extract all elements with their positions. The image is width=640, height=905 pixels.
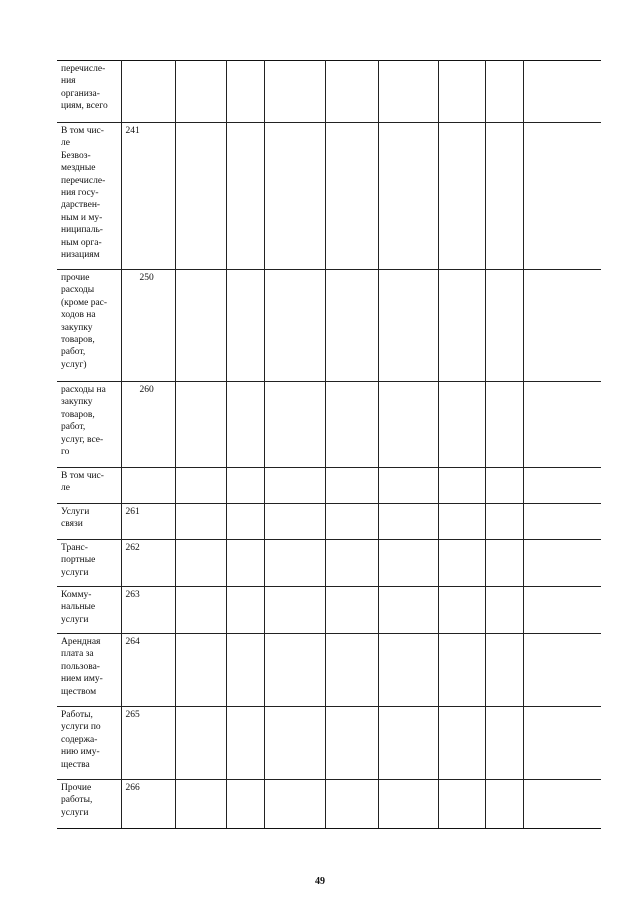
row-label: Услуги связи: [61, 507, 90, 530]
row-label: Транс- портные услуги: [61, 543, 96, 578]
table-row: [57, 270, 601, 382]
empty-cell: [523, 780, 601, 829]
empty-cell: [226, 382, 264, 468]
row-label-cell: [57, 634, 121, 707]
empty-cell: [485, 382, 523, 468]
row-label: расходы на закупку товаров, работ, услуг, все- го: [61, 385, 106, 458]
row-code: 241: [125, 126, 140, 136]
empty-cell: [264, 382, 325, 468]
empty-cell: [523, 468, 601, 504]
empty-cell: [325, 382, 378, 468]
row-code: 250: [139, 273, 154, 283]
empty-cell: [175, 780, 226, 829]
empty-cell: [523, 707, 601, 780]
empty-cell: [485, 540, 523, 587]
row-code: 266: [125, 783, 140, 793]
row-code-cell: [121, 707, 175, 780]
table-row: [57, 468, 601, 504]
empty-cell: [378, 270, 438, 382]
empty-cell: [226, 468, 264, 504]
empty-cell: [264, 634, 325, 707]
empty-cell: [378, 504, 438, 540]
row-label-cell: [57, 382, 121, 468]
empty-cell: [523, 634, 601, 707]
row-code: 261: [125, 507, 140, 517]
table-row: [57, 61, 601, 123]
row-label: В том чис- ле Безвоз- мездные перечисле- ния госу- дарствен- ным и му- ниципаль- ным орга- низациям: [61, 126, 106, 261]
empty-cell: [175, 540, 226, 587]
empty-cell: [485, 587, 523, 634]
row-label-cell: [57, 540, 121, 587]
empty-cell: [485, 504, 523, 540]
empty-cell: [438, 587, 485, 634]
table-row: [57, 540, 601, 587]
empty-cell: [325, 123, 378, 270]
empty-cell: [264, 61, 325, 123]
empty-cell: [325, 540, 378, 587]
row-code: 260: [139, 385, 154, 395]
empty-cell: [485, 270, 523, 382]
empty-cell: [325, 504, 378, 540]
empty-cell: [175, 382, 226, 468]
empty-cell: [226, 270, 264, 382]
empty-cell: [325, 634, 378, 707]
row-code: 263: [125, 590, 140, 600]
table-row: [57, 707, 601, 780]
empty-cell: [175, 61, 226, 123]
budget-table: [57, 60, 601, 829]
table-row: [57, 587, 601, 634]
row-code: 264: [125, 637, 140, 647]
empty-cell: [175, 634, 226, 707]
empty-cell: [485, 707, 523, 780]
empty-cell: [226, 123, 264, 270]
empty-cell: [438, 468, 485, 504]
row-label: прочие расходы (кроме рас- ходов на закупку товаров, работ, услуг): [61, 273, 108, 370]
empty-cell: [226, 540, 264, 587]
empty-cell: [523, 382, 601, 468]
empty-cell: [438, 540, 485, 587]
empty-cell: [485, 634, 523, 707]
empty-cell: [523, 123, 601, 270]
empty-cell: [438, 61, 485, 123]
row-code-cell: [121, 540, 175, 587]
empty-cell: [378, 634, 438, 707]
empty-cell: [378, 382, 438, 468]
row-code-cell: [121, 634, 175, 707]
row-label-cell: [57, 468, 121, 504]
empty-cell: [438, 504, 485, 540]
row-code: 265: [125, 710, 140, 720]
empty-cell: [325, 780, 378, 829]
row-code-cell: [121, 270, 175, 382]
row-label-cell: [57, 780, 121, 829]
empty-cell: [264, 123, 325, 270]
row-code-cell: [121, 504, 175, 540]
row-label: Работы, услуги по содержа- нию иму- щества: [61, 710, 101, 770]
empty-cell: [523, 587, 601, 634]
row-label: перечисле- ния организа- циям, всего: [61, 64, 108, 112]
empty-cell: [226, 587, 264, 634]
empty-cell: [485, 468, 523, 504]
row-code: 262: [125, 543, 140, 553]
row-label-cell: [57, 707, 121, 780]
row-label: Арендная плата за пользова- нием иму- ществом: [61, 637, 103, 697]
table-row: [57, 382, 601, 468]
empty-cell: [175, 504, 226, 540]
empty-cell: [378, 468, 438, 504]
empty-cell: [264, 587, 325, 634]
empty-cell: [175, 123, 226, 270]
empty-cell: [325, 468, 378, 504]
empty-cell: [523, 504, 601, 540]
row-code-cell: [121, 780, 175, 829]
empty-cell: [226, 504, 264, 540]
empty-cell: [264, 504, 325, 540]
empty-cell: [438, 270, 485, 382]
empty-cell: [485, 123, 523, 270]
empty-cell: [325, 270, 378, 382]
empty-cell: [226, 707, 264, 780]
empty-cell: [378, 61, 438, 123]
empty-cell: [378, 123, 438, 270]
empty-cell: [325, 707, 378, 780]
empty-cell: [175, 270, 226, 382]
table-row: [57, 634, 601, 707]
empty-cell: [485, 780, 523, 829]
empty-cell: [523, 540, 601, 587]
table-row: [57, 123, 601, 270]
empty-cell: [378, 540, 438, 587]
empty-cell: [438, 780, 485, 829]
empty-cell: [226, 780, 264, 829]
empty-cell: [325, 61, 378, 123]
empty-cell: [485, 61, 523, 123]
empty-cell: [523, 61, 601, 123]
empty-cell: [378, 587, 438, 634]
table-row: [57, 780, 601, 829]
empty-cell: [325, 587, 378, 634]
row-label: В том чис- ле: [61, 471, 104, 494]
empty-cell: [175, 587, 226, 634]
empty-cell: [438, 707, 485, 780]
row-code-cell: [121, 61, 175, 123]
empty-cell: [226, 634, 264, 707]
empty-cell: [226, 61, 264, 123]
row-label-cell: [57, 587, 121, 634]
empty-cell: [378, 707, 438, 780]
empty-cell: [175, 707, 226, 780]
empty-cell: [523, 270, 601, 382]
empty-cell: [264, 468, 325, 504]
row-label: Комму- нальные услуги: [61, 590, 96, 625]
row-label-cell: [57, 61, 121, 123]
row-label-cell: [57, 504, 121, 540]
empty-cell: [438, 634, 485, 707]
empty-cell: [175, 468, 226, 504]
table-row: [57, 504, 601, 540]
row-label-cell: [57, 123, 121, 270]
empty-cell: [438, 123, 485, 270]
empty-cell: [264, 780, 325, 829]
page-number: 49: [315, 876, 325, 887]
row-label-cell: [57, 270, 121, 382]
empty-cell: [438, 382, 485, 468]
row-code-cell: [121, 587, 175, 634]
row-code-cell: [121, 382, 175, 468]
empty-cell: [264, 707, 325, 780]
empty-cell: [264, 540, 325, 587]
row-label: Прочие работы, услуги: [61, 783, 93, 818]
row-code-cell: [121, 468, 175, 504]
row-code-cell: [121, 123, 175, 270]
empty-cell: [378, 780, 438, 829]
empty-cell: [264, 270, 325, 382]
